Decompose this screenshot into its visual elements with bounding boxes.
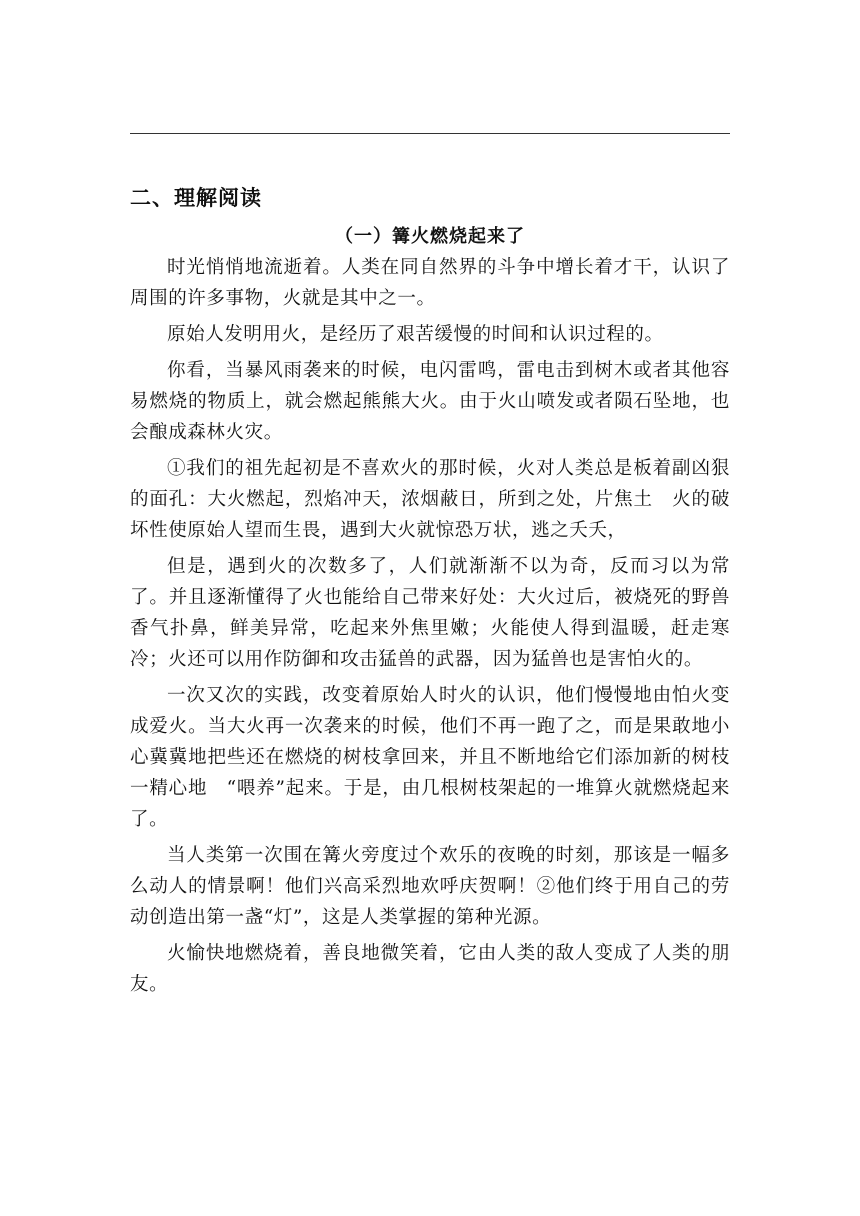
paragraph: 你看，当暴风雨袭来的时候，电闪雷鸣，雷电击到树木或者其他容易燃烧的物质上，就会燃起熊熊大火。由于火山喷发或者陨石坠地，也会酿成森林火灾。 xyxy=(130,360,730,443)
paragraph: 当人类第一次围在篝火旁度过个欢乐的夜晚的时刻，那该是一幅多么动人的情景啊！他们兴高采烈地欢呼庆贺啊！②他们终于用自己的劳动创造出第一盏“灯”，这是人类掌握的第种光源。 xyxy=(130,845,730,928)
section-heading: 二、理解阅读 xyxy=(130,186,262,210)
article-body xyxy=(130,252,730,1005)
paragraph: ①我们的祖先起初是不喜欢火的那时候，火对人类总是板着副凶狠的面孔：大火燃起，烈焰冲天，浓烟蔽日，所到之处，片焦土 火的破坏性使原始人望而生畏，遇到大火就惊恐万状，逃之夭夭， xyxy=(130,458,730,541)
article-title: （一）篝火燃烧起来了 xyxy=(335,226,525,247)
paragraph: 一次又次的实践，改变着原始人时火的认识，他们慢慢地由怕火变成爱火。当大火再一次袭来的时候，他们不再一跑了之，而是果敢地小心冀冀地把些还在燃烧的树枝拿回来，并且不断地给它们添加新的树枝一精心地 “喂养”起来。于是，由几根树枝架起的一堆算火就燃烧起来了。 xyxy=(130,685,730,830)
paragraph: 但是，遇到火的次数多了，人们就渐渐不以为奇，反而习以为常了。并且逐渐懂得了火也能给自己带来好处：大火过后，被烧死的野兽香气扑鼻，鲜美异常，吃起来外焦里嫩；火能使人得到温暖，赶走寒冷；火还可以用作防御和攻击猛兽的武器，因为猛兽也是害怕火的。 xyxy=(130,556,730,670)
header-rule xyxy=(130,133,730,134)
paragraph: 火愉快地燃烧着，善良地微笑着，它由人类的敌人变成了人类的朋友。 xyxy=(130,943,730,995)
paragraph: 时光悄悄地流逝着。人类在同自然界的斗争中增长着才干，认识了周围的许多事物，火就是其中之一。 xyxy=(130,257,730,309)
paragraph: 原始人发明用火，是经历了艰苦缓慢的时间和认识过程的。 xyxy=(167,324,664,345)
